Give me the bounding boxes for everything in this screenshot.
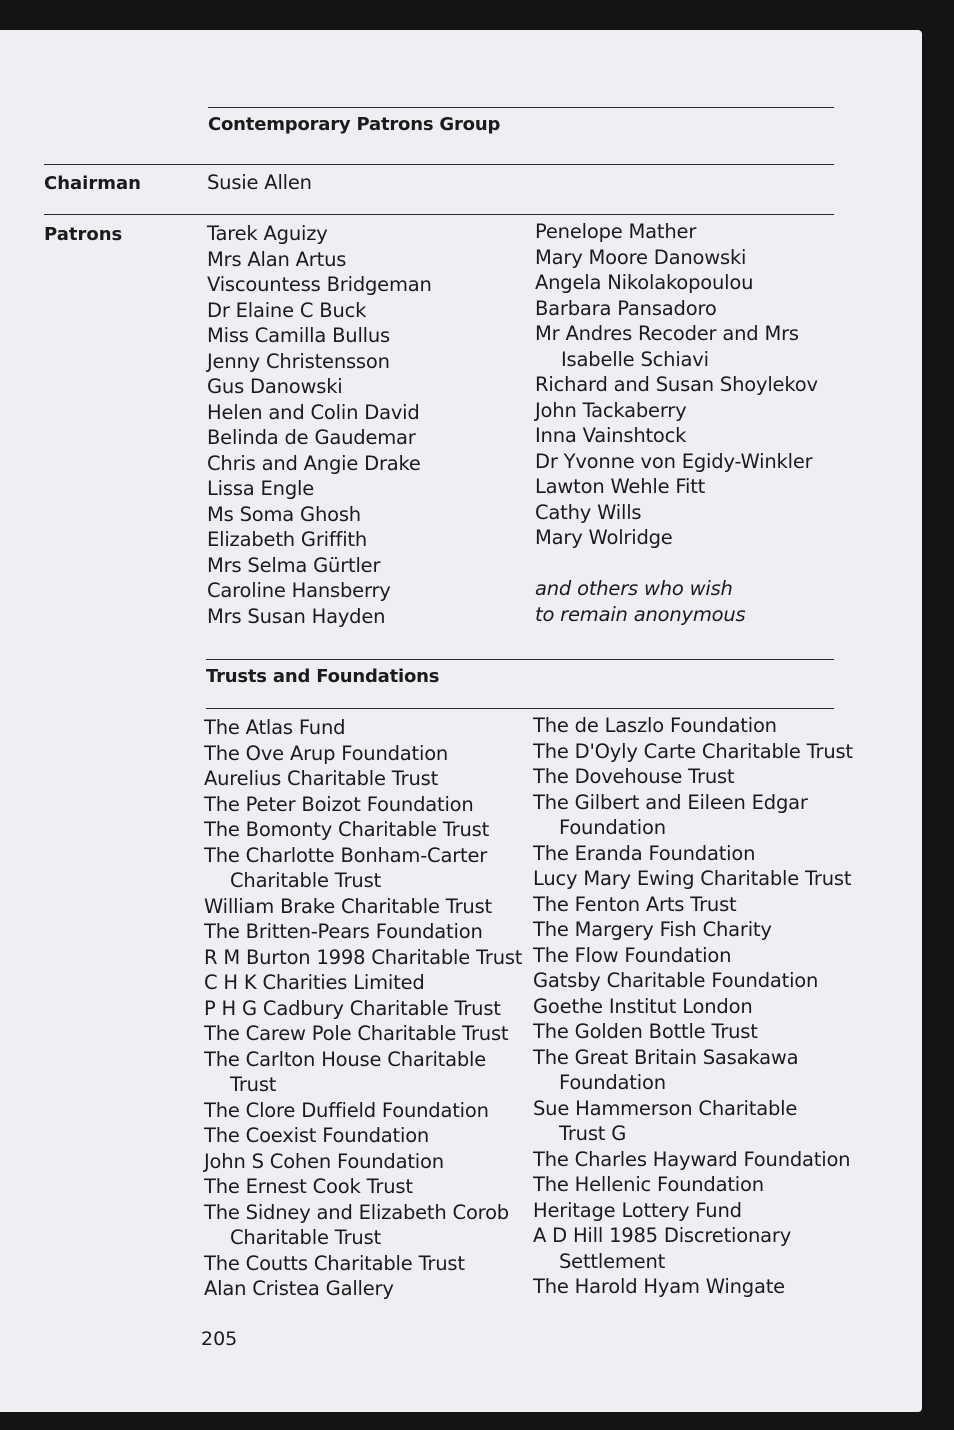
patrons-group-heading: Contemporary Patrons Group [208,114,501,135]
trust-name-continued: Foundation [559,816,666,839]
trust-name: Heritage Lottery Fund [533,1198,742,1222]
page-number: 205 [201,1328,238,1350]
patron-name: Mr Andres Recoder and Mrs [535,322,799,345]
patrons-column-2 [535,219,818,627]
patron-name: John Tackaberry [535,398,687,422]
patron-name: Mary Wolridge [535,526,673,549]
patron-name: Elizabeth Griffith [207,528,368,551]
trust-name: The Margery Fish Charity [533,918,772,941]
trust-name-continued: Trust G [559,1122,627,1145]
trust-name: The Dovehouse Trust [533,765,735,788]
trust-name: The Ove Arup Foundation [204,741,449,765]
patron-name: Cathy Wills [535,500,642,524]
trusts-column-2 [533,713,853,1300]
patron-name: Viscountess Bridgeman [207,273,432,296]
patron-name: Gus Danowski [207,375,343,398]
patron-name: Lawton Wehle Fitt [535,475,706,498]
trust-name: Aurelius Charitable Trust [204,767,439,790]
trust-name: The Peter Boizot Foundation [204,792,474,816]
trust-name-continued: Settlement [559,1249,666,1273]
trust-name: Alan Cristea Gallery [204,1277,394,1300]
trust-name: The Coexist Foundation [204,1124,430,1147]
patron-name: Tarek Aguizy [207,222,328,245]
heading-rule [44,164,834,165]
patron-name: Mary Moore Danowski [535,245,747,269]
patron-name: Chris and Angie Drake [207,451,421,475]
trust-name-continued: Charitable Trust [230,1226,381,1249]
chairman-name: Susie Allen [207,171,312,194]
trusts-top-rule [206,659,834,660]
trust-name: The Coutts Charitable Trust [204,1251,465,1275]
anonymous-note: to remain anonymous [535,602,746,626]
trust-name: John S Cohen Foundation [204,1149,444,1173]
patrons-label: Patrons [44,224,123,245]
patron-name: Mrs Selma Gürtler [207,553,381,577]
trust-name: Lucy Mary Ewing Charitable Trust [533,867,852,890]
trust-name: C H K Charities Limited [204,971,425,994]
patron-name: Barbara Pansadoro [535,296,717,320]
trust-name: The D'Oyly Carte Charitable Trust [533,739,853,763]
trust-name: P H G Cadbury Charitable Trust [204,996,501,1020]
patron-name: Dr Elaine C Buck [207,298,367,322]
trust-name: The de Laszlo Foundation [533,714,777,737]
trust-name: The Charles Hayward Foundation [533,1147,851,1171]
anonymous-note: and others who wish [535,577,733,600]
trust-name: The Ernest Cook Trust [204,1175,413,1198]
patron-name: Ms Soma Ghosh [207,502,361,526]
trust-name: The Carlton House Charitable [204,1047,487,1071]
trust-name: Goethe Institut London [533,994,753,1018]
patron-name: Dr Yvonne von Egidy-Winkler [535,449,813,473]
trust-name: The Hellenic Foundation [533,1173,764,1196]
patron-name: Miss Camilla Bullus [207,324,391,347]
trusts-heading: Trusts and Foundations [206,666,440,687]
patron-name-continued: Isabelle Schiavi [561,347,709,371]
trust-name: The Great Britain Sasakawa [533,1045,799,1069]
trust-name: The Eranda Foundation [533,841,756,865]
trust-name: The Bomonty Charitable Trust [204,818,490,841]
patron-name: Richard and Susan Shoylekov [535,373,818,396]
patron-name: Jenny Christensson [207,349,390,373]
trusts-heading-rule [206,708,834,709]
trust-name: The Atlas Fund [204,716,346,739]
top-rule [208,107,834,108]
patron-name: Helen and Colin David [207,400,420,424]
trust-name: Gatsby Charitable Foundation [533,969,819,992]
trust-name-continued: Charitable Trust [230,869,381,892]
trust-name: The Golden Bottle Trust [533,1020,758,1043]
trust-name: The Harold Hyam Wingate [533,1275,785,1298]
trust-name: The Sidney and Elizabeth Corob [204,1200,509,1224]
patron-name: Lissa Engle [207,477,315,500]
patrons-column-1 [207,221,432,629]
trust-name: The Fenton Arts Trust [533,892,737,916]
chairman-label: Chairman [44,173,141,194]
trust-name: The Clore Duffield Foundation [204,1098,489,1122]
patron-name: Angela Nikolakopoulou [535,271,754,294]
trust-name: The Carew Pole Charitable Trust [204,1022,509,1045]
patron-name: Inna Vainshtock [535,424,687,447]
trust-name: William Brake Charitable Trust [204,894,492,918]
trust-name: A D Hill 1985 Discretionary [533,1224,792,1247]
trust-name: The Charlotte Bonham-Carter [204,843,488,867]
patron-name: Belinda de Gaudemar [207,426,416,449]
patron-name: Mrs Alan Artus [207,247,347,271]
trust-name: The Britten-Pears Foundation [204,920,483,943]
patron-name: Mrs Susan Hayden [207,604,386,628]
trust-name-continued: Foundation [559,1071,666,1094]
chairman-rule [44,214,834,215]
trust-name: The Gilbert and Eileen Edgar [533,790,808,814]
trust-name: R M Burton 1998 Charitable Trust [204,945,523,969]
trust-name-continued: Trust [230,1073,277,1096]
trust-name: The Flow Foundation [533,943,732,967]
patron-name: Caroline Hansberry [207,579,391,602]
document-page [0,30,922,1412]
trust-name: Sue Hammerson Charitable [533,1096,798,1120]
trusts-column-1 [204,715,522,1302]
patron-name: Penelope Mather [535,220,697,243]
